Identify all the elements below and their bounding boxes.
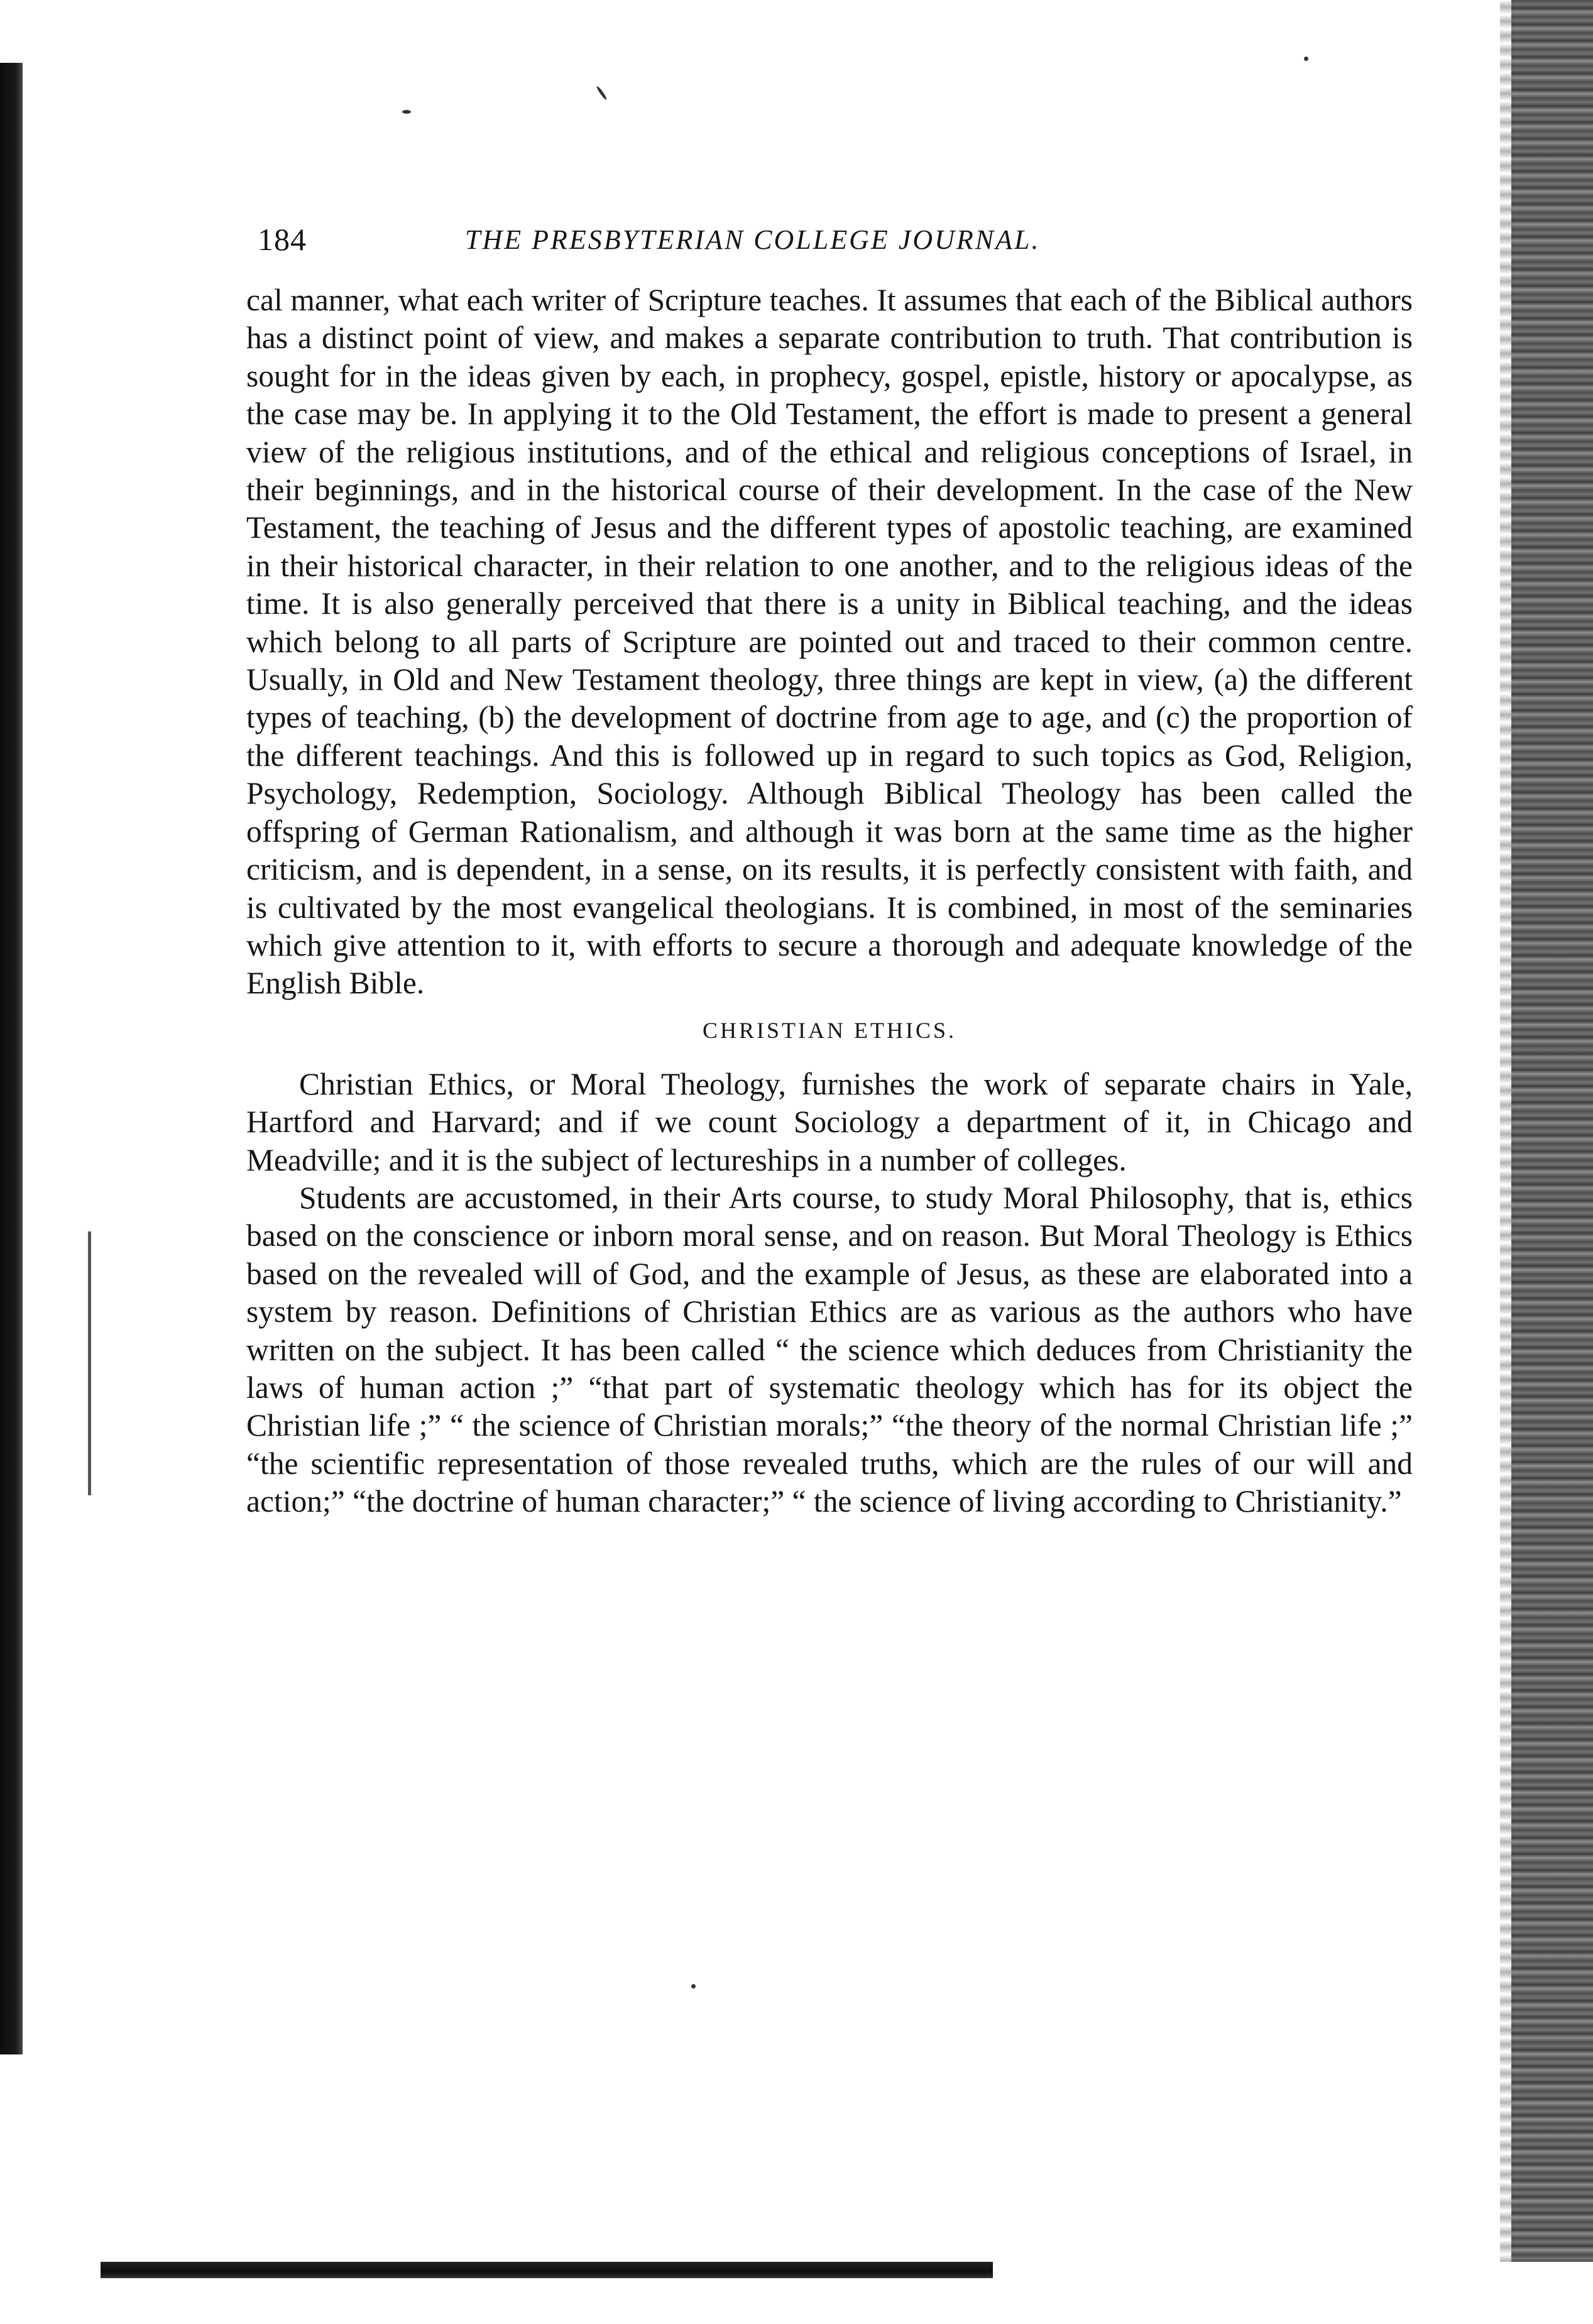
paragraph-moral-theology: Students are accustomed, in their Arts course, to study Moral Philosophy, that is, ethics based on the conscience or inborn moral sense, and on reason. But Moral Theology is Ethics based on the revealed will of God, and the example of Jesus, as these are elaborated into a system by reason. Definitions of Christian Ethics are as various as the authors who have written on the subject. It has been called “ the science which deduces from Christianity the laws of human action ;” “that part of systematic theology which has for its object the Christian life ;” “ the science of Christian morals;” “the theory of the normal Christian life ;” “the scientific representation of those revealed truths, which are the rules of our will and action;” “the doctrine of human character;” “ the science of living according to Christianity.” [246, 1180, 1413, 1519]
section-heading: CHRISTIAN ETHICS. [702, 1017, 956, 1043]
scan-border-left [0, 63, 23, 2054]
scan-border-bottom [101, 2262, 993, 2278]
journal-title: THE PRESBYTERIAN COLLEGE JOURNAL. [465, 224, 1041, 255]
running-head [258, 221, 1200, 271]
paragraph-biblical-theology: cal manner, what each writer of Scripture teaches. It assumes that each of the Biblical authors has a distinct point of view, and makes a separate contribution to truth. That contribution is sought for in the ideas given by each, in prophecy, gospel, epistle, history or apocalypse, as the case may be. In applying it to the Old Testament, the effort is made to present a general view of the religious institutions, and of the ethical and religious conceptions of Israel, in their beginnings, and in the historical course of their development. In the case of the New Testament, the teaching of Jesus and the different types of apostolic teaching, are examined in their historical character, in their relation to one another, and to the religious ideas of the time. It is also generally perceived that there is a unity in Biblical teaching, and the ideas which belong to all parts of Scripture are pointed out and traced to their common centre. Usually, in Old and New Testament theology, three things are kept in view, (a) the different types of teaching, (b) the development of doctrine from age to age, and (c) the proportion of the different teachings. And this is followed up in regard to such topics as God, Religion, Psychology, Redemption, Sociology. Although Biblical Theology has been called the offspring of German Rationalism, and although it was born at the same time as the higher criticism, and is dependent, in a sense, on its results, it is perfectly consistent with faith, and is cultivated by the most evangelical theologians. It is combined, in most of the seminaries which give attention to it, with efforts to secure a thorough and adequate knowledge of the English Bible. [246, 283, 1413, 1001]
margin-mark [88, 1231, 91, 1495]
scan-border-right [1511, 0, 1593, 2262]
scan-speck [1304, 57, 1308, 61]
page-number: 184 [258, 222, 307, 257]
article-body [246, 281, 1413, 1521]
scan-speck [691, 1984, 696, 1988]
scan-speck [402, 110, 411, 114]
scan-speck [596, 85, 608, 101]
paragraph-christian-ethics: Christian Ethics, or Moral Theology, furnishes the work of separate chairs in Yale, Hartford and Harvard; and if we count Sociology a department of it, in Chicago and Meadville; and it is the subject of lectureships in a number of colleges. [246, 1066, 1413, 1177]
